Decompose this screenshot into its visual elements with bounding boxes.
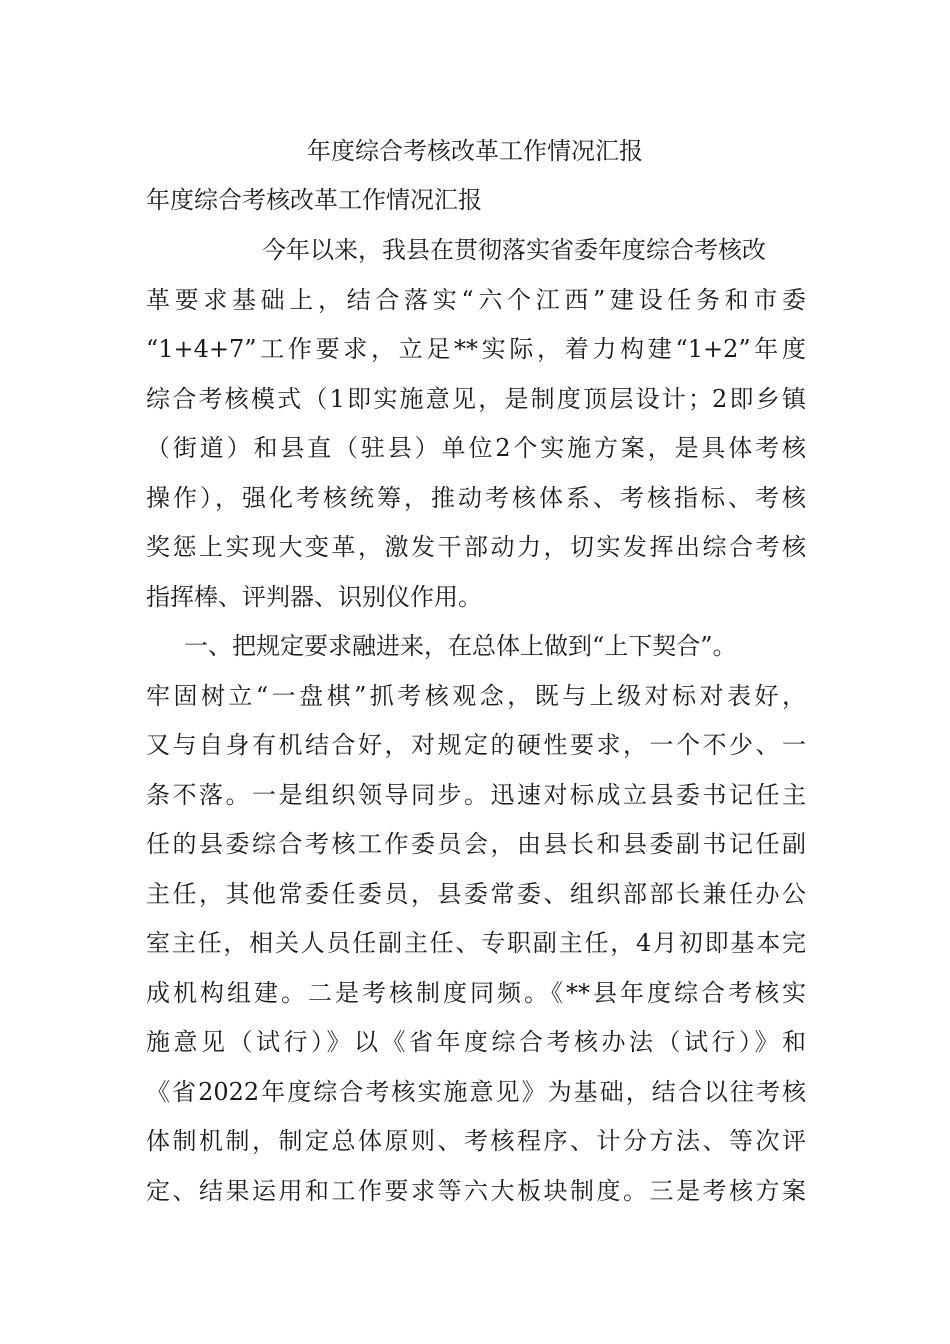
paragraph-line: 体制机制，制定总体原则、考核程序、计分方法、等次评 xyxy=(146,1127,806,1155)
section-heading-line: 一、把规定要求融进来，在总体上做到“上下契合”。 xyxy=(184,632,737,660)
paragraph-line: 成机构组建。二是考核制度同频。《**县年度综合考核实 xyxy=(146,979,806,1007)
paragraph-line: 任的县委综合考核工作委员会，由县长和县委副书记任副 xyxy=(146,830,806,858)
document-subtitle: 年度综合考核改革工作情况汇报 xyxy=(146,186,482,214)
paragraph-line: 室主任，相关人员任副主任、专职副主任，4月初即基本完 xyxy=(146,929,806,957)
paragraph-line: 《省2022年度综合考核实施意见》为基础，结合以往考核 xyxy=(146,1078,806,1106)
paragraph-line: 施意见（试行）》以《省年度综合考核办法（试行）》和 xyxy=(146,1028,806,1056)
paragraph-line: 革要求基础上，结合落实“六个江西”建设任务和市委 xyxy=(146,286,806,314)
document-title: 年度综合考核改革工作情况汇报 xyxy=(307,137,643,165)
paragraph-line: 牢固树立“一盘棋”抓考核观念，既与上级对标对表好， xyxy=(146,682,806,710)
paragraph-line: （街道）和县直（驻县）单位2个实施方案，是具体考核 xyxy=(146,434,806,462)
paragraph-line: 操作），强化考核统筹，推动考核体系、考核指标、考核 xyxy=(146,484,806,512)
paragraph-line: 奖惩上实现大变革，激发干部动力，切实发挥出综合考核 xyxy=(146,533,806,561)
paragraph-line: 综合考核模式（1即实施意见，是制度顶层设计；2即乡镇 xyxy=(146,385,806,413)
paragraph-line: 指挥棒、评判器、识别仪作用。 xyxy=(146,583,482,611)
paragraph-line: 主任，其他常委任委员，县委常委、组织部部长兼任办公 xyxy=(146,880,806,908)
paragraph-line: 又与自身有机结合好，对规定的硬性要求，一个不少、一 xyxy=(146,731,806,759)
paragraph-line: 今年以来，我县在贯彻落实省委年度综合考核改 xyxy=(262,236,766,264)
paragraph-line: “1+4+7”工作要求，立足**实际，着力构建“1+2”年度 xyxy=(146,335,806,363)
paragraph-line: 条不落。一是组织领导同步。迅速对标成立县委书记任主 xyxy=(146,781,806,809)
paragraph-line: 定、结果运用和工作要求等六大板块制度。三是考核方案 xyxy=(146,1177,806,1205)
